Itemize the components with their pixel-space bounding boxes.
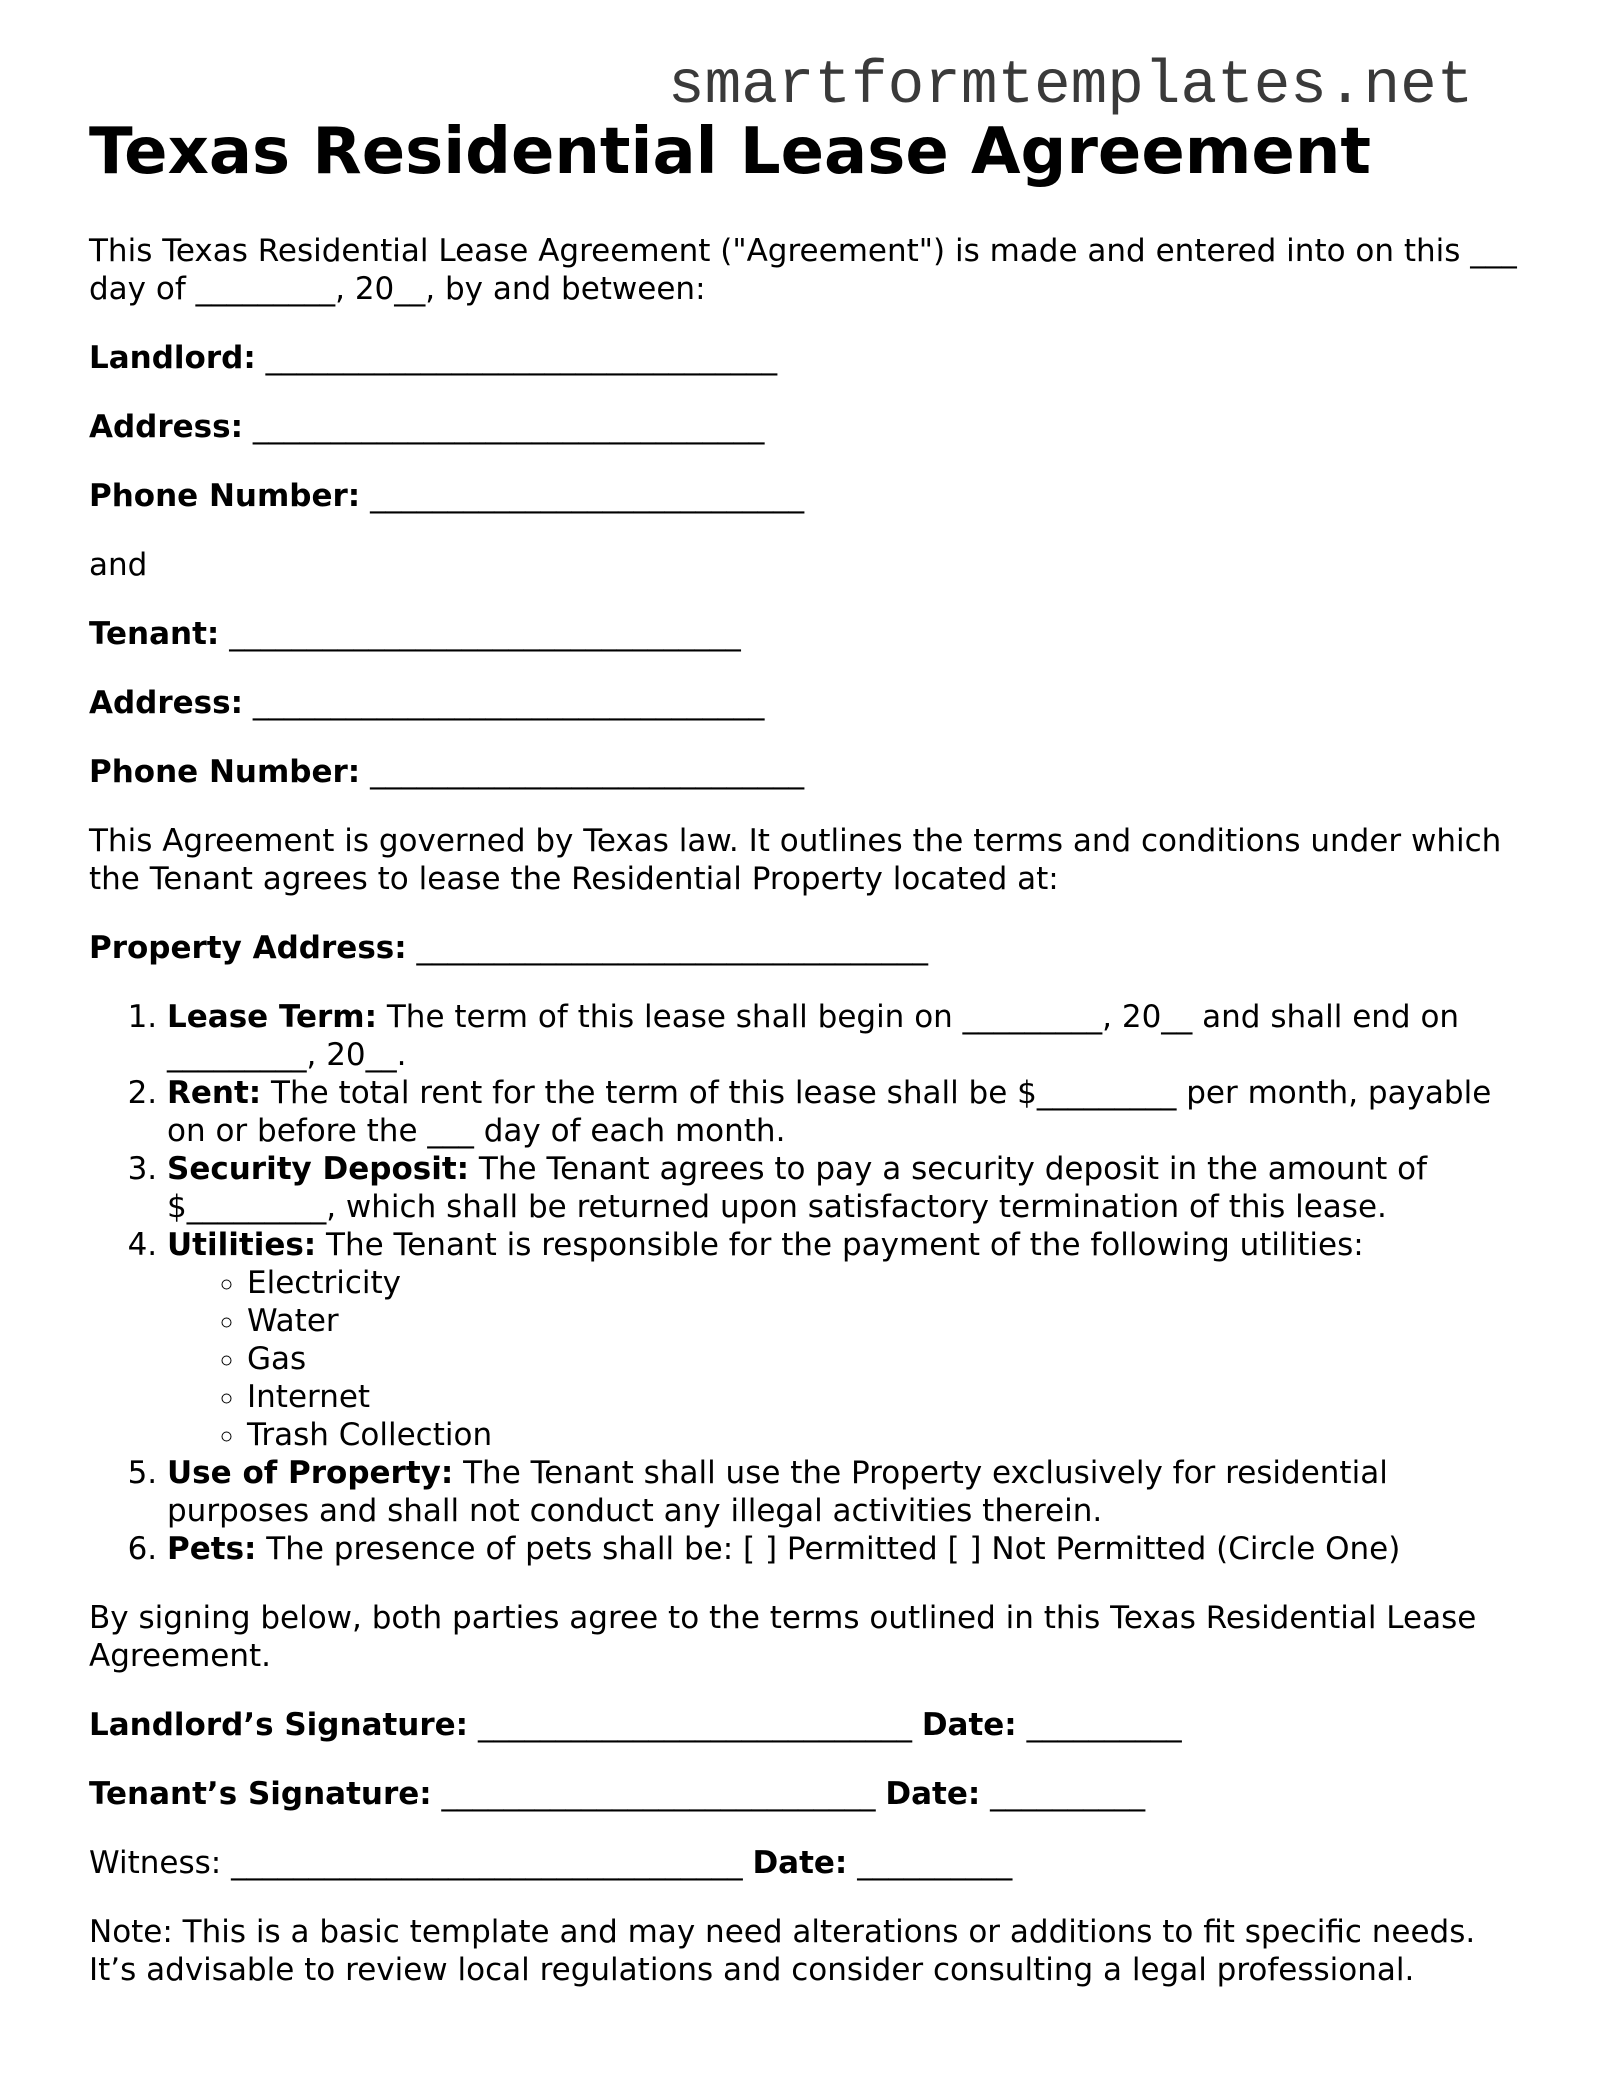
property-address-label: Property Address: <box>89 930 407 966</box>
tenant-name-blank: _________________________________ <box>229 616 741 652</box>
tenant-signature-label: Tenant’s Signature: <box>89 1776 432 1812</box>
term-label: Rent: <box>167 1075 262 1111</box>
term-item-use-of-property <box>167 1454 1529 1530</box>
term-item-rent <box>167 1074 1529 1150</box>
tenant-signature-line <box>89 1775 1529 1813</box>
witness-signature-line <box>89 1844 1529 1882</box>
term-item-utilities <box>167 1226 1529 1454</box>
term-text: The Tenant agrees to pay a security deposit in the amount of $_________, which shall be returned upon satisfactory termination of this lease. <box>167 1151 1428 1225</box>
intro-paragraph: This Texas Residential Lease Agreement ("Agreement") is made and entered into on this ___ day of _________, 20__, by and between: <box>89 233 1517 307</box>
term-label: Pets: <box>167 1531 257 1567</box>
document-body <box>89 232 1529 2020</box>
term-label: Security Deposit: <box>167 1151 470 1187</box>
note-paragraph: Note: This is a basic template and may need alterations or additions to fit specific needs. It’s advisable to review local regulations and consider consulting a legal professional. <box>89 1914 1476 1988</box>
term-text: The presence of pets shall be: [ ] Permitted [ ] Not Permitted (Circle One) <box>256 1531 1401 1567</box>
tenant-signature-blank: ____________________________ <box>441 1776 876 1812</box>
governing-paragraph: This Agreement is governed by Texas law. It outlines the terms and conditions under which the Tenant agrees to lease the Residential Property located at: <box>89 823 1502 897</box>
property-address-blank: _________________________________ <box>416 930 928 966</box>
tenant-address-label: Address: <box>89 685 243 721</box>
utility-item: ◦ Internet <box>247 1378 1529 1416</box>
witness-date-label: Date: <box>752 1845 848 1881</box>
tenant-address-blank: _________________________________ <box>252 685 765 721</box>
utility-item: ◦ Trash Collection <box>247 1416 1529 1454</box>
witness-date-blank: __________ <box>857 1845 1013 1881</box>
witness-blank: _________________________________ <box>231 1845 743 1881</box>
landlord-phone-blank: ____________________________ <box>370 478 805 514</box>
landlord-signature-label: Landlord’s Signature: <box>89 1707 469 1743</box>
landlord-signature-line <box>89 1706 1529 1744</box>
tenant-date-blank: __________ <box>990 1776 1146 1812</box>
term-item-lease-term <box>167 998 1529 1074</box>
landlord-phone-line <box>89 477 1529 515</box>
term-label: Lease Term: <box>167 999 378 1035</box>
witness-label: Witness: <box>89 1845 222 1881</box>
landlord-name-label: Landlord: <box>89 340 256 376</box>
utility-item: ◦ Water <box>247 1302 1529 1340</box>
site-watermark: smartformtemplates.net <box>668 52 1474 121</box>
landlord-date-blank: __________ <box>1026 1707 1182 1743</box>
document-title: Texas Residential Lease Agreement <box>89 115 1371 189</box>
landlord-date-label: Date: <box>921 1707 1017 1743</box>
tenant-name-label: Tenant: <box>89 616 220 652</box>
term-text: The Tenant is responsible for the payment of the following utilities: <box>316 1227 1364 1263</box>
term-label: Use of Property: <box>167 1455 454 1491</box>
landlord-name-blank: _________________________________ <box>265 340 778 376</box>
term-label: Utilities: <box>167 1227 317 1263</box>
landlord-address-line <box>89 408 1529 446</box>
term-item-pets <box>167 1530 1529 1568</box>
tenant-phone-blank: ____________________________ <box>370 754 805 790</box>
tenant-phone-label: Phone Number: <box>89 754 361 790</box>
and-text: and <box>89 547 148 583</box>
landlord-name-line <box>89 339 1529 377</box>
term-text: The total rent for the term of this lease shall be $_________ per month, payable on or before the ___ day of each month. <box>167 1075 1492 1149</box>
tenant-address-line <box>89 684 1529 722</box>
utility-item: ◦ Gas <box>247 1340 1529 1378</box>
term-text: The term of this lease shall begin on _________, 20__ and shall end on _________, 20__. <box>167 999 1460 1073</box>
tenant-name-line <box>89 615 1529 653</box>
landlord-phone-label: Phone Number: <box>89 478 361 514</box>
signing-paragraph: By signing below, both parties agree to the terms outlined in this Texas Residential Lease Agreement. <box>89 1600 1477 1674</box>
utilities-list <box>167 1264 1529 1454</box>
landlord-address-blank: _________________________________ <box>252 409 765 445</box>
term-text: The Tenant shall use the Property exclusively for residential purposes and shall not conduct any illegal activities therein. <box>167 1455 1388 1529</box>
property-address-line <box>89 929 1529 967</box>
term-item-security-deposit <box>167 1150 1529 1226</box>
landlord-signature-blank: ____________________________ <box>477 1707 912 1743</box>
tenant-date-label: Date: <box>885 1776 981 1812</box>
landlord-address-label: Address: <box>89 409 243 445</box>
terms-list <box>89 998 1529 1568</box>
utility-item: ◦ Electricity <box>247 1264 1529 1302</box>
tenant-phone-line <box>89 753 1529 791</box>
